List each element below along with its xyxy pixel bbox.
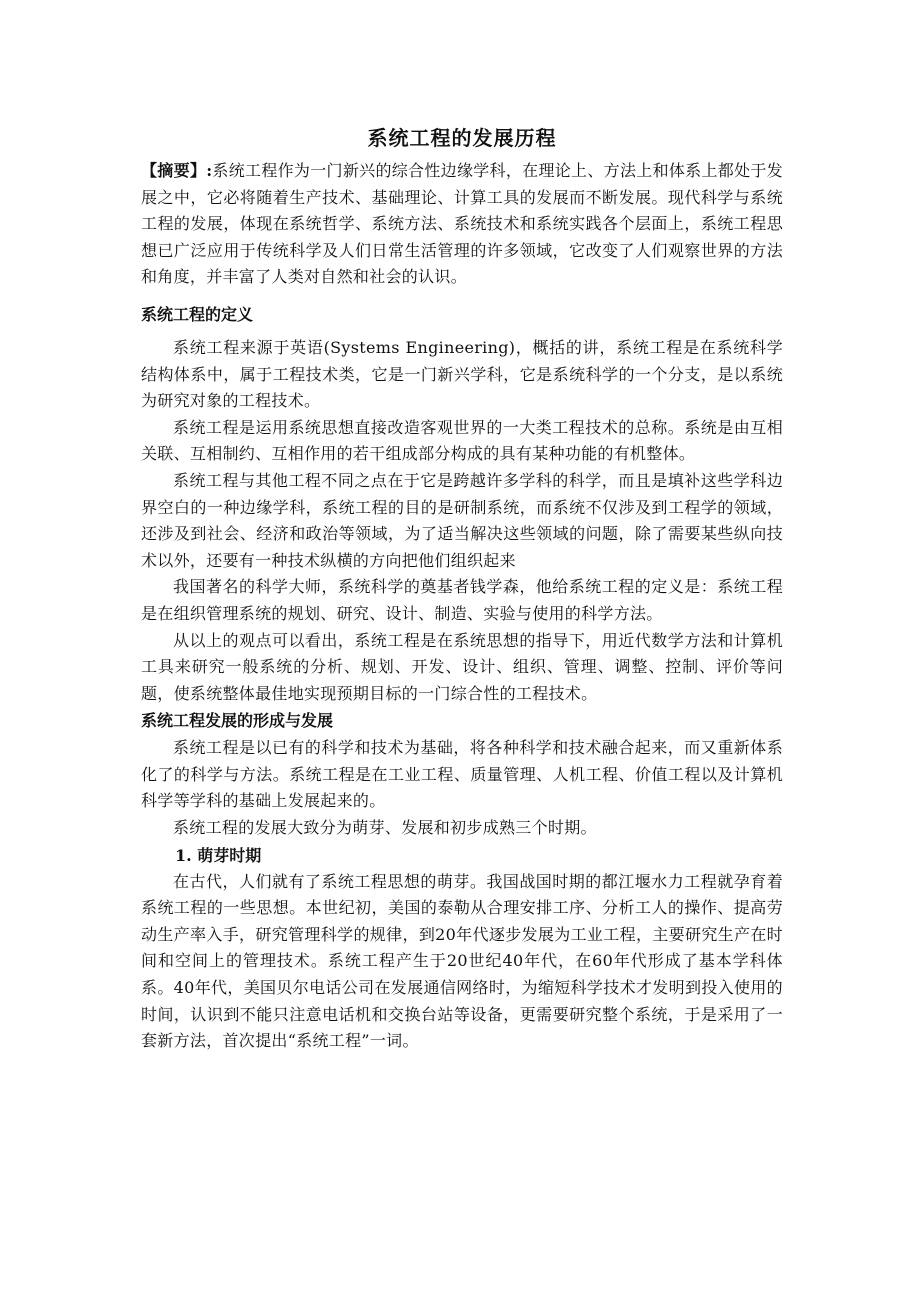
document-title: 系统工程的发展历程 [367,126,557,150]
section-heading-definition: 系统工程的定义 [141,304,254,324]
development-paragraph-1: 系统工程是以已有的科学和技术为基础，将各种科学和技术融合起来，而又重新体系化了的科学与方法。系统工程是在工业工程、质量管理、人机工程、价值工程以及计算机科学等学科的基础上发展起来的。 [141,738,783,811]
definition-paragraph-2: 系统工程是运用系统思想直接改造客观世界的一大类工程技术的总称。系统是由互相关联、互相制约、互相作用的若干组成部分构成的具有某种功能的有机整体。 [141,417,783,464]
document-page [141,118,783,1055]
definition-paragraph-4: 我国著名的科学大师，系统科学的奠基者钱学森，他给系统工程的定义是：系统工程是在组织管理系统的规划、研究、设计、制造、实验与使用的科学方法。 [141,577,783,623]
definition-paragraph-3: 系统工程与其他工程不同之点在于它是跨越许多学科的科学，而且是填补这些学科边界空白的一种边缘学科，系统工程的目的是研制系统，而系统不仅涉及到工程学的领域，还涉及到社会、经济和政治等领域，为了适当解决这些领域的问题，除了需要某些纵向技术以外，还要有一种技术纵横的方向把他们组织起来 [141,470,783,570]
abstract-text: 系统工程作为一门新兴的综合性边缘学科，在理论上、方法上和体系上都处于发展之中，它必将随着生产技术、基础理论、计算工具的发展而不断发展。现代科学与系统工程的发展，体现在系统哲学、系统方法、系统技术和系统实践各个层面上，系统工程思想已广泛应用于传统科学及人们日常生活管理的许多领域，它改变了人们观察世界的方法和角度，并丰富了人类对自然和社会的认识。 [141,161,783,287]
section-heading-development: 系统工程发展的形成与发展 [141,711,334,731]
subsection-heading-sprout: 1. 萌芽时期 [175,845,262,865]
development-paragraph-2: 系统工程的发展大致分为萌芽、发展和初步成熟三个时期。 [173,818,597,838]
definition-paragraph-1: 系统工程来源于英语(Systems Engineering)，概括的讲，系统工程是在系统科学结构体系中，属于工程技术类，它是一门新兴学科，它是系统科学的一个分支，是以系统为研究对象的工程技术。 [141,337,783,411]
abstract-label: 【摘要】: [141,161,213,180]
definition-paragraph-5: 从以上的观点可以看出，系统工程是在系统思想的指导下，用近代数学方法和计算机工具来研究一般系统的分析、规划、开发、设计、组织、管理、调整、控制、评价等问题，使系统整体最佳地实现预期目标的一门综合性的工程技术。 [141,630,783,703]
abstract-paragraph [141,158,783,291]
sprout-paragraph: 在古代，人们就有了系统工程思想的萌芽。我国战国时期的都江堰水力工程就孕育着系统工程的一些思想。本世纪初，美国的泰勒从合理安排工序、分析工人的操作、提高劳动生产率入手，研究管理科学的规律，到20年代逐步发展为工业工程，主要研究生产在时间和空间上的管理技术。系统工程产生于20世纪40年代，在60年代形成了基本学科体系。40年代，美国贝尔电话公司在发展通信网络时，为缩短科学技术才发明到投入使用的时间，认识到不能只注意电话机和交换台站等设备，更需要研究整个系统，于是采用了一套新方法，首次提出“系统工程”一词。 [141,871,783,1051]
